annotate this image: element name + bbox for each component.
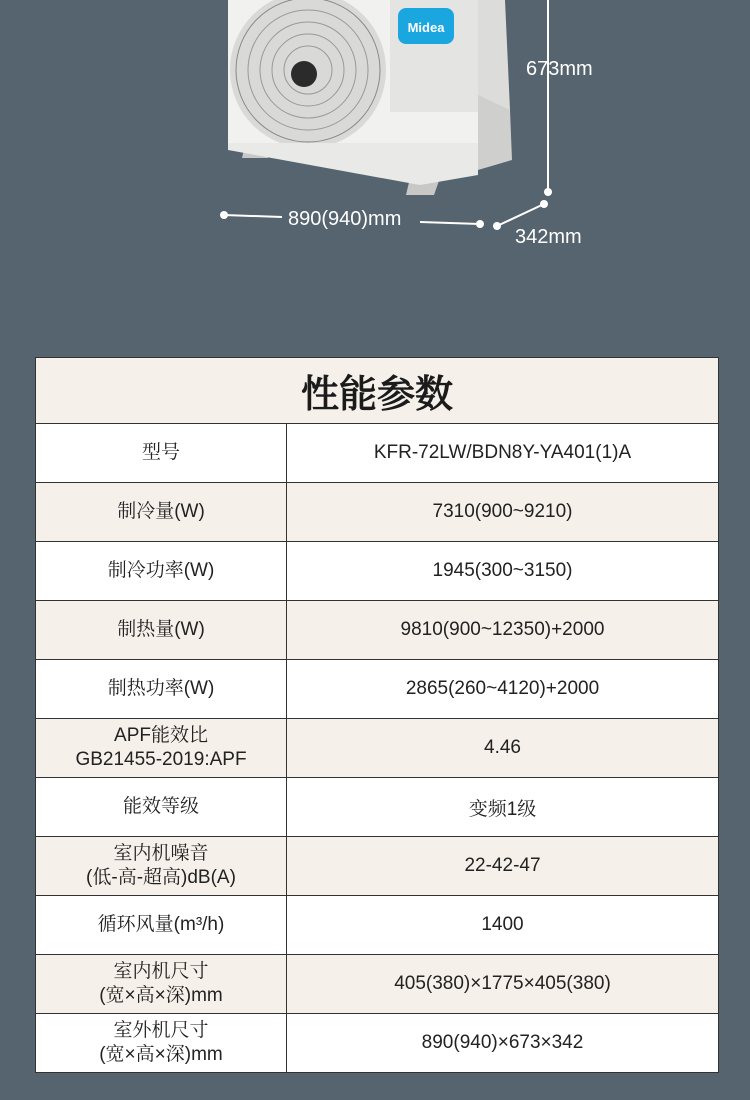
table-row [36, 837, 718, 896]
table-row [36, 778, 718, 837]
row-label: APF能效比 GB21455-2019:APF [36, 719, 287, 777]
brand-logo-text: Midea [407, 20, 445, 35]
depth-dim-line [497, 204, 544, 226]
row-label: 室内机尺寸 (宽×高×深)mm [36, 955, 287, 1013]
spec-table-title: 性能参数 [36, 358, 718, 424]
spec-table [35, 357, 719, 1073]
product-hero [0, 0, 750, 300]
table-row [36, 601, 718, 660]
row-value: 1400 [481, 914, 524, 935]
row-value: 4.46 [484, 737, 521, 758]
table-row [36, 1014, 718, 1072]
row-value: 9810(900~12350)+2000 [400, 619, 605, 640]
row-value: 405(380)×1775×405(380) [394, 973, 611, 994]
table-row [36, 719, 718, 778]
row-label: 制冷量(W) [36, 483, 287, 541]
fan-hub-icon [291, 61, 317, 87]
outdoor-unit-illustration [0, 0, 750, 300]
width-dimension: 890(940)mm [288, 208, 402, 230]
table-row [36, 424, 718, 483]
table-row [36, 483, 718, 542]
row-value: 2865(260~4120)+2000 [405, 678, 600, 699]
width-dim-line-left [224, 215, 282, 217]
row-label: 室内机噪音 (低-高-超高)dB(A) [36, 837, 287, 895]
height-dimension: 673mm [526, 58, 593, 80]
row-label: 室外机尺寸 (宽×高×深)mm [36, 1014, 287, 1072]
row-label: 制热量(W) [36, 601, 287, 659]
row-value: KFR-72LW/BDN8Y-YA401(1)A [373, 442, 632, 463]
row-label: 循环风量(m³/h) [36, 896, 287, 954]
row-label: 能效等级 [36, 778, 287, 836]
table-row [36, 542, 718, 601]
row-label: 制热功率(W) [36, 660, 287, 718]
depth-dimension: 342mm [515, 226, 582, 248]
table-row [36, 955, 718, 1014]
row-value: 22-42-47 [464, 855, 541, 876]
width-dim-line-right [420, 222, 480, 224]
row-value: 890(940)×673×342 [421, 1032, 584, 1053]
row-label: 制冷功率(W) [36, 542, 287, 600]
table-row [36, 660, 718, 719]
row-value: 1945(300~3150) [432, 560, 573, 581]
row-value: 7310(900~9210) [432, 501, 573, 522]
table-row [36, 896, 718, 955]
row-label: 型号 [36, 424, 287, 482]
row-value: 变频1级 [468, 798, 537, 820]
